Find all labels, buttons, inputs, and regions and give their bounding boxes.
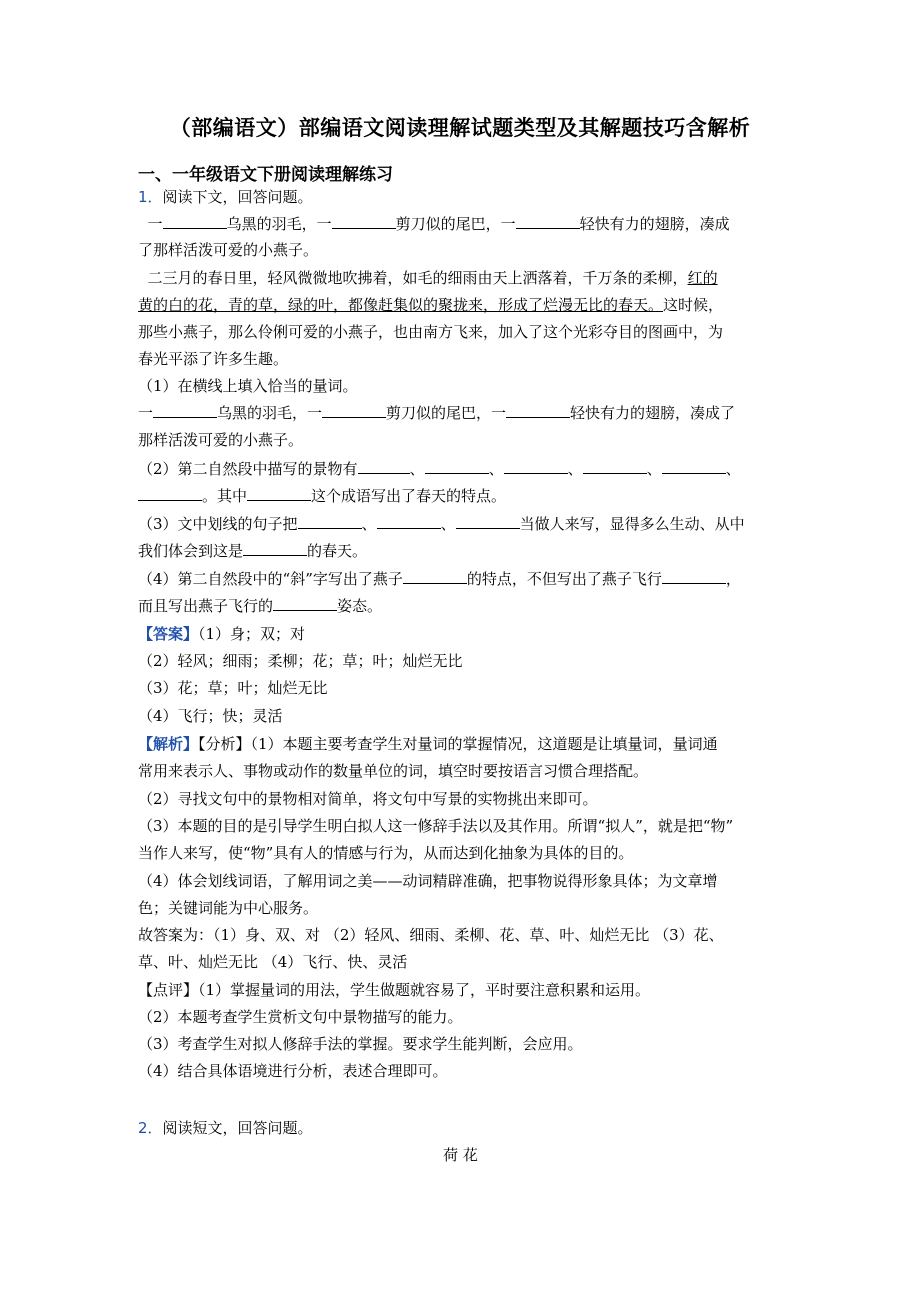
underlined-text: 黄的白的花，青的草，绿的叶，都像赶集似的聚拢来，形成了烂漫无比的春天。 [138, 296, 664, 314]
text: 乌黑的羽毛，一 [226, 215, 332, 233]
passage-line: 了那样活泼可爱的小燕子。 [138, 241, 319, 259]
q1-intro: 阅读下文，回答问题。 [162, 188, 313, 206]
text: 、 [409, 460, 425, 478]
analysis-line: 色；关键词能为中心服务。 [138, 899, 319, 917]
subquestion-line [138, 483, 783, 510]
text: 、 [440, 515, 456, 533]
text: 剪刀似的尾巴，一 [395, 215, 516, 233]
blank [516, 214, 580, 229]
text: （4）第二自然段中的“斜”字写出了燕子 [138, 570, 403, 588]
subquestion-line [138, 400, 783, 427]
analysis-line: 常用来表示人、事物或动作的数量单位的词，填空时要按语言习惯合理搭配。 [138, 762, 649, 780]
text: 一 [138, 404, 154, 422]
text: 这个成语写出了春天的特点。 [311, 487, 507, 505]
q1-header [138, 184, 783, 211]
text: （2）第二自然段中描写的景物有 [138, 460, 358, 478]
subquestion-4 [138, 566, 783, 593]
passage-line [138, 265, 783, 292]
blank [403, 569, 467, 584]
text: 、 [488, 460, 504, 478]
subquestion-3 [138, 511, 783, 538]
answer-line: （4）飞行；快；灵活 [138, 707, 283, 725]
text: 、 [567, 460, 583, 478]
text: 乌黑的羽毛，一 [217, 404, 323, 422]
text: 一 [147, 215, 163, 233]
answer-line: （2）轻风；细雨；柔柳；花；草；叶；灿烂无比 [138, 652, 463, 670]
text: 剪刀似的尾巴，一 [386, 404, 507, 422]
text: 二三月的春日里，轻风微微地吹拂着，如毛的细雨由天上洒落着，千万条的柔柳， [147, 269, 688, 287]
section-heading: 一、一年级语文下册阅读理解练习 [138, 165, 393, 185]
blank [456, 514, 520, 529]
blank [153, 403, 217, 418]
q2-intro: 阅读短文，回答问题。 [162, 1119, 313, 1137]
text: 、 [725, 460, 741, 478]
blank [504, 459, 568, 474]
blank [163, 214, 227, 229]
text: 而且写出燕子飞行的 [138, 597, 274, 615]
comment-line: 【点评】（1）掌握量词的用法，学生做题就容易了，平时要注意积累和运用。 [138, 981, 651, 999]
blank [358, 459, 410, 474]
q1-number: 1． [138, 188, 163, 206]
q2-passage-title: 荷 花 [443, 1146, 478, 1164]
q2-number: 2． [138, 1119, 163, 1137]
text: 。其中 [202, 487, 248, 505]
subquestion-2 [138, 456, 783, 483]
blank [138, 486, 202, 501]
passage-line: 春光平添了许多生趣。 [138, 350, 289, 368]
blank [298, 514, 362, 529]
comment-line: （4）结合具体语境进行分析，表述合理即可。 [138, 1062, 448, 1080]
underlined-text: 红的 [687, 269, 718, 287]
text: 我们体会到这是 [138, 542, 244, 560]
subquestion-line [138, 538, 783, 565]
answer-tag: 【答案】 [138, 625, 199, 643]
analysis-line: （4）体会划线词语，了解用词之美——动词精辟准确，把事物说得形象具体；为文章增 [138, 872, 718, 890]
text: ， [725, 570, 741, 588]
blank [425, 459, 489, 474]
subquestion-line: 那样活泼可爱的小燕子。 [138, 431, 304, 449]
analysis-tag: 【解析】 [138, 735, 199, 753]
analysis-line [138, 731, 783, 758]
analysis-line: 当作人来写，使“物”具有人的情感与行为，从而达到化抽象为具体的目的。 [138, 844, 634, 862]
text: 轻快有力的翅膀，凑成 [579, 215, 730, 233]
passage-line [138, 292, 783, 319]
blank [377, 514, 441, 529]
answer-line [138, 621, 783, 648]
comment-line: （3）考查学生对拟人修辞手法的掌握。要求学生能判断，会应用。 [138, 1035, 583, 1053]
text: 、 [646, 460, 662, 478]
analysis-line: （3）本题的目的是引导学生明白拟人这一修辞手法以及其作用。所谓“拟人”，就是把“物” [138, 817, 734, 835]
text: 、 [361, 515, 377, 533]
text: 轻快有力的翅膀，凑成了 [570, 404, 736, 422]
comment-line: （2）本题考查学生赏析文句中景物描写的能力。 [138, 1008, 463, 1026]
q2-header [138, 1115, 783, 1142]
text: 的特点，不但写出了燕子飞行 [466, 570, 662, 588]
text: （3）文中划线的句子把 [138, 515, 298, 533]
document-title: （部编语文）部编语文阅读理解试题类型及其解题技巧含解析 [169, 116, 751, 140]
analysis-line: （2）寻找文句中的景物相对简单，将文句中写景的实物挑出来即可。 [138, 790, 598, 808]
final-answer-line: 草、叶、灿烂无比 （4）飞行、快、灵活 [138, 953, 408, 971]
blank [332, 214, 396, 229]
text: 的春天。 [307, 542, 368, 560]
passage-line: 那些小燕子，那么伶俐可爱的小燕子，也由南方飞来，加入了这个光彩夺目的图画中，为 [138, 323, 724, 341]
text: 姿态。 [337, 597, 383, 615]
blank [506, 403, 570, 418]
text: 这时候， [663, 296, 724, 314]
blank [583, 459, 647, 474]
answer-line: （3）花；草；叶；灿烂无比 [138, 679, 328, 697]
text: 当做人来写，显得多么生动、从中 [519, 515, 745, 533]
analysis-text: 【分析】（1）本题主要考查学生对量词的掌握情况，这道题是让填量词，量词通 [198, 735, 718, 753]
passage-line [138, 211, 783, 238]
final-answer-line: 故答案为：（1）身、双、对 （2）轻风、细雨、柔柳、花、草、叶、灿烂无比 （3）花、 [138, 926, 724, 944]
blank [322, 403, 386, 418]
blank [243, 541, 307, 556]
blank [247, 486, 311, 501]
blank [662, 459, 726, 474]
blank [662, 569, 726, 584]
answer-text: （1）身；双；对 [198, 625, 306, 643]
subquestion-1: （1）在横线上填入恰当的量词。 [138, 377, 358, 395]
subquestion-line [138, 593, 783, 620]
blank [273, 596, 337, 611]
